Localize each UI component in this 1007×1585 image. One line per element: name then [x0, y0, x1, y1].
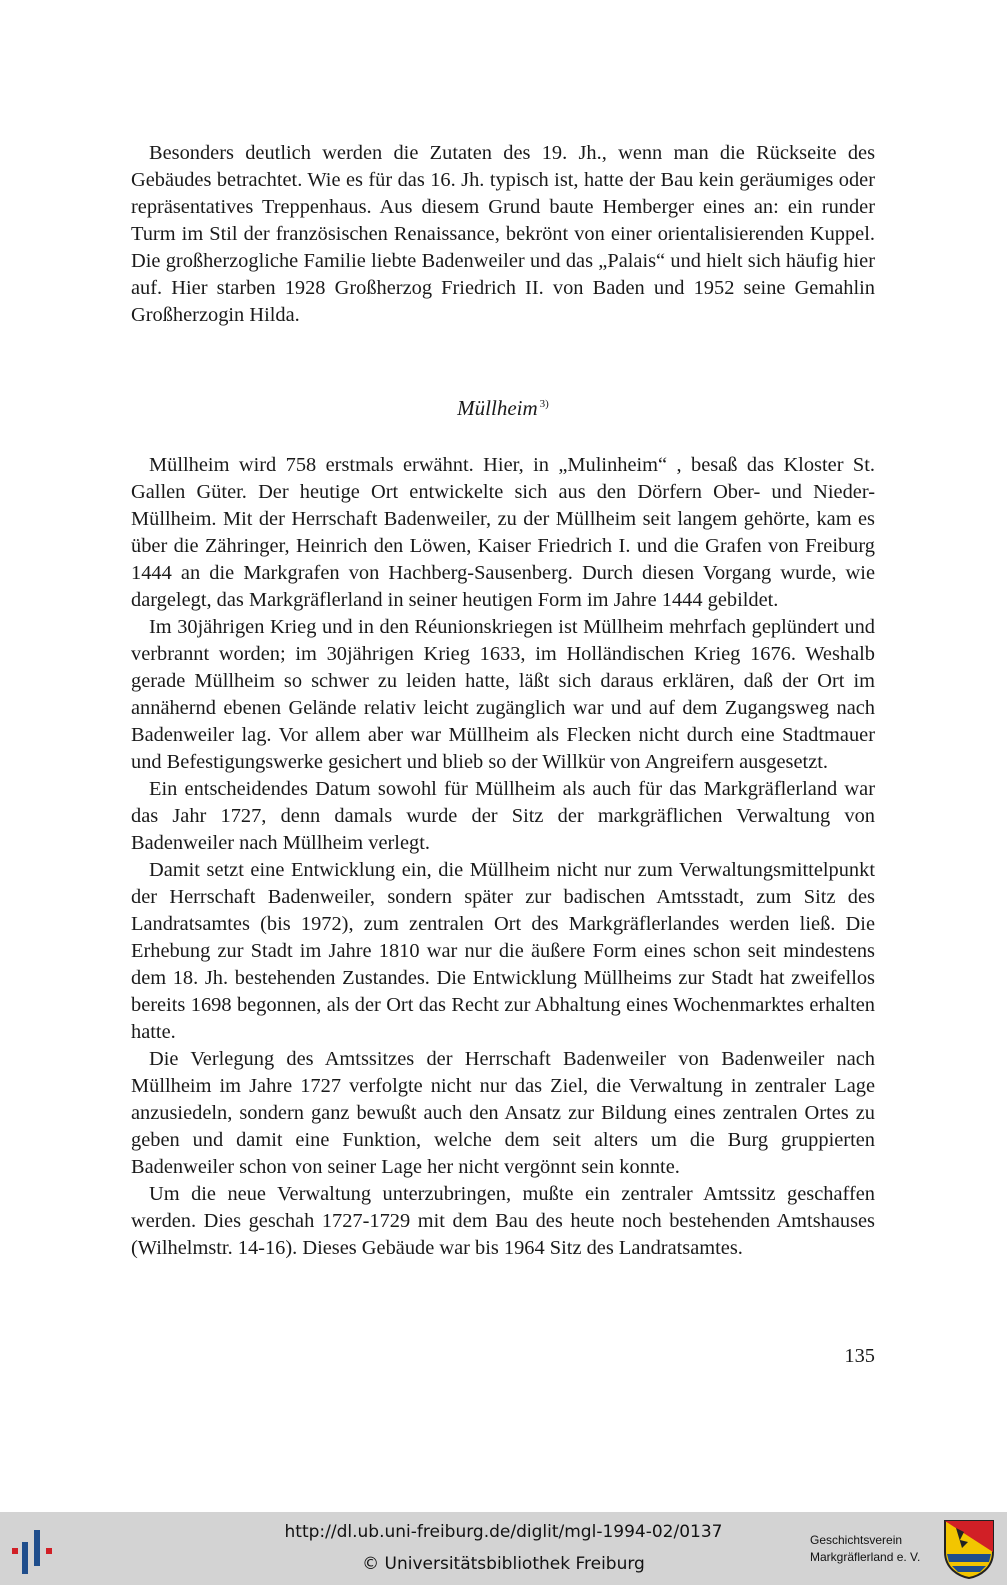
paragraph: Um die neue Verwaltung unterzubringen, mußte ein zentraler Amtssitz geschaffen werden. Dies geschah 1727-1729 mit dem Bau des heute noch bestehenden Amtshauses (Wilhelmstr. 14-16). Dieses Gebäude war bis 1964 Sitz des Landratsamtes. [131, 1183, 875, 1259]
paragraph: Im 30jährigen Krieg und in den Réunionskriegen ist Müllheim mehrfach geplündert und verbrannt worden; im 30jährigen Krieg 1633, im Holländischen Krieg 1676. Weshalb gerade Müllheim so schwer zu leiden hatte, läßt sich daraus erklären, daß der Ort im annähernd ebenen Gelände relativ leicht zugänglich war und auf dem Zugangsweg nach Badenweiler lag. Vor allem aber war Müllheim als Flecken nicht durch eine Stadtmauer und Befestigungswerke gesichert und blieb so der Willkür von Angreifern ausgesetzt. [131, 616, 875, 773]
paragraph: Ein entscheidendes Datum sowohl für Müllheim als auch für das Markgräflerland war das Jahr 1727, denn damals wurde der Sitz der markgräflichen Verwaltung von Badenweiler nach Müllheim verlegt. [131, 778, 875, 854]
paragraph: Besonders deutlich werden die Zutaten des 19. Jh., wenn man die Rückseite des Gebäudes betrachtet. Wie es für das 16. Jh. typisch ist, hatte der Bau kein geräumiges oder repräsentatives Treppenhaus. Aus diesem Grund baute Hemberger eines an: ein runder Turm im Stil der französischen Renaissance, bekrönt von einer orientalisierenden Kuppel. Die großherzogliche Familie liebte Badenweiler und das „Palais“ und hielt sich häufig hier auf. Hier starben 1928 Großherzog Friedrich II. von Baden und 1952 seine Gemahlin Großherzogin Hilda. [131, 142, 875, 326]
society-name [810, 1532, 930, 1566]
footnote-marker[interactable]: 3) [539, 398, 549, 410]
paragraph: Damit setzt eine Entwicklung ein, die Müllheim nicht nur zum Verwaltungsmittelpunkt der Herrschaft Badenweiler, sondern später zur badischen Amtsstadt, zum Sitz des Landratsamtes (bis 1972), zum zentralen Ort des Markgräflerlandes werden ließ. Die Erhebung zur Stadt im Jahre 1810 war nur die äußere Form eines schon seit mindestens dem 18. Jh. bestehenden Zustandes. Die Entwicklung Müllheims zur Stadt hat zweifellos bereits 1698 begonnen, als der Ort das Recht zur Abhaltung eines Wochenmarktes erhalten hatte. [131, 859, 875, 1043]
section-title: Müllheim [457, 396, 538, 420]
footer-bar [0, 1512, 1007, 1585]
society-line-2: Markgräflerland e. V. [810, 1550, 921, 1564]
coat-of-arms-icon [942, 1518, 996, 1580]
paragraph: Müllheim wird 758 erstmals erwähnt. Hier, in „Mulinheim“ , besaß das Kloster St. Gallen Güter. Der heutige Ort entwickelte sich aus den Dörfern Ober- und Nieder-Müllheim. Mit der Herrschaft Badenweiler, zu der Müllheim seit langem gehörte, kam es über die Zähringer, Heinrich den Löwen, Kaiser Friedrich I. und die Grafen von Freiburg 1444 an die Markgrafen von Hachberg-Sausenberg. Durch diesen Vorgang wurde, wie dargelegt, das Markgräflerland in seiner heutigen Form im Jahre 1444 gebildet. [131, 454, 875, 611]
footer-copyright: © Universitätsbibliothek Freiburg [362, 1554, 645, 1574]
society-line-1: Geschichtsverein [810, 1533, 903, 1547]
page-number: 135 [844, 1345, 875, 1367]
paragraph: Die Verlegung des Amtssitzes der Herrschaft Badenweiler von Badenweiler nach Müllheim im Jahre 1727 verfolgte nicht nur das Ziel, die Verwaltung in zentraler Lage anzusiedeln, sondern ganz bewußt auch den Ansatz zur Bildung eines zentralen Ortes zu geben und damit eine Funktion, welche dem seit alters um die Burg gruppierten Badenweiler schon von seiner Lage her nicht vergönnt sein konnte. [131, 1048, 875, 1178]
footer-url[interactable]: http://dl.ub.uni-freiburg.de/diglit/mgl-1994-02/0137 [284, 1522, 723, 1542]
page-body [131, 140, 875, 1262]
section-heading [131, 391, 875, 422]
